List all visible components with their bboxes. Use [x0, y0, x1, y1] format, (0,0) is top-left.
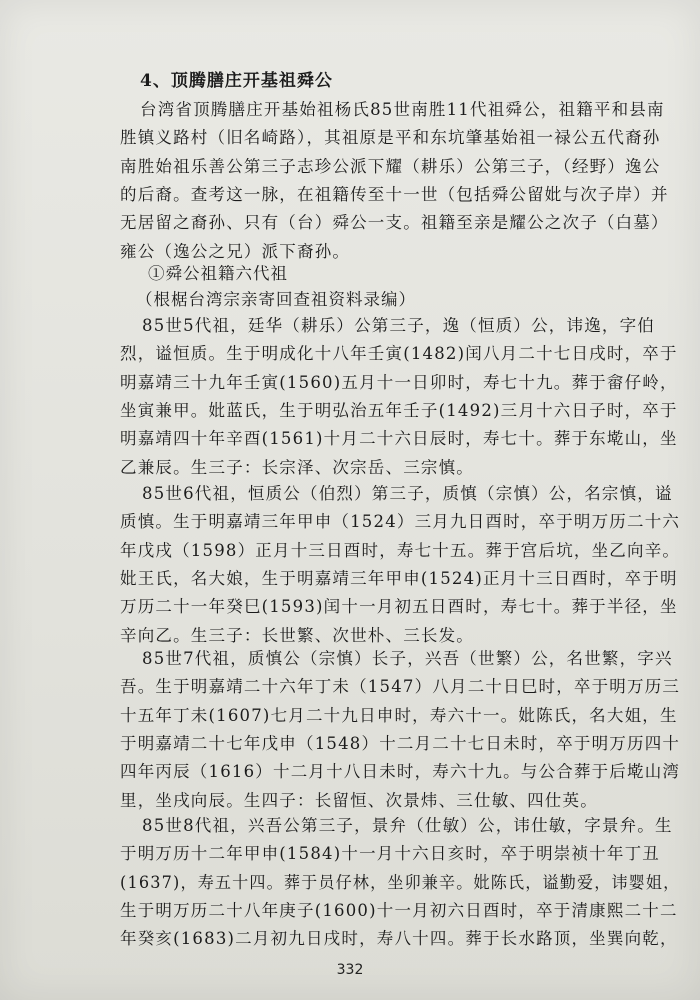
paragraph-line: 年戊戌（1598）正月十三日酉时，寿七十五。葬于宫后坑，坐乙向辛。 [120, 540, 681, 560]
paragraph-line: 于明嘉靖二十七年戊申（1548）十二月二十七日未时，卒于明万历四十 [120, 733, 681, 753]
paragraph-line: 乙兼辰。生三子：长宗泽、次宗岳、三宗慎。 [120, 457, 474, 477]
paragraph-line: 85世8代祖，兴吾公第三子，景弁（仕敏）公，讳仕敏，字景弁。生 [142, 816, 673, 835]
paragraph-line: 于明万历十二年甲申(1584)十一月十六日亥时，卒于明崇祯十年丁丑 [120, 844, 660, 864]
intro-line: 雍公（逸公之兄）派下裔孙。 [120, 241, 351, 261]
intro-line: 南胜始祖乐善公第三子志珍公派下耀（耕乐）公第三子，（经野）逸公 [120, 156, 661, 176]
paragraph-line: 里，坐戌向辰。生四子：长留恒、次景炜、三仕敏、四仕英。 [120, 790, 598, 810]
paragraph-line: 四年丙辰（1616）十二月十八日未时，寿六十九。与公合葬于后墘山湾 [120, 762, 681, 782]
paragraph-line: 85世6代祖，恒质公（伯烈）第三子，质慎（宗慎）公，名宗慎，谥 [142, 484, 673, 503]
intro-line: 无居留之裔孙、只有（台）舜公一支。祖籍至亲是耀公之次子（白墓） [120, 213, 669, 233]
paragraph-line: 生于明万历二十八年庚子(1600)十一月初六日酉时，卒于清康熙二十二 [120, 900, 678, 920]
paragraph-line: 质慎。生于明嘉靖三年甲申（1524）三月九日酉时，卒于明万历二十六 [120, 512, 681, 532]
page-number: 332 [336, 962, 364, 978]
paragraph-line: 吾。生于明嘉靖二十六年丁未（1547）八月二十日巳时，卒于明万历三 [120, 677, 681, 697]
paragraph-line: 年癸亥(1683)二月初九日戌时，寿八十四。葬于长水路顶，坐巽向乾， [120, 929, 678, 949]
subsection-title: ①舜公祖籍六代祖 [148, 264, 288, 283]
paragraph-line: 十五年丁未(1607)七月二十九日申时，寿六十一。妣陈氏，名大姐，生 [120, 705, 678, 725]
paragraph-line: 万历二十一年癸巳(1593)闰十一月初五日酉时，寿七十。葬于半径，坐 [120, 597, 678, 617]
paragraph-line: 烈，谥恒质。生于明成化十八年壬寅(1482)闰八月二十七日戌时，卒于 [120, 344, 678, 364]
paragraph-line: 妣王氏，名大娘，生于明嘉靖三年甲申(1524)正月十三日酉时，卒于明 [120, 568, 678, 588]
paragraph-line: 85世5代祖，廷华（耕乐）公第三子，逸（恒质）公，讳逸，字伯 [142, 316, 655, 335]
paragraph-line: (1637)，寿五十四。葬于员仔林，坐卯兼辛。妣陈氏，谥勤爱，讳婴姐， [120, 872, 681, 892]
paragraph-line: 明嘉靖四十年辛酉(1561)十月二十六日辰时，寿七十。葬于东墘山，坐 [120, 429, 678, 449]
intro-line: 的后裔。查考这一脉，在祖籍传至十一世（包括舜公留妣与次子岸）并 [120, 184, 669, 204]
subsection-note: （根椐台湾宗亲寄回查祖资料录编） [136, 290, 416, 309]
paragraph-line: 85世7代祖，质慎公（宗慎）长子，兴吾（世繁）公，名世繁，字兴 [142, 649, 673, 668]
paragraph-line: 坐寅兼甲。妣蓝氏，生于明弘治五年壬子(1492)三月十六日子时，卒于 [120, 400, 678, 420]
paragraph-line: 辛向乙。生三子：长世繁、次世朴、三长发。 [120, 625, 474, 645]
intro-line: 台湾省顶腾膳庄开基始祖杨氏85世南胜11代祖舜公，祖籍平和县南 [140, 100, 665, 119]
section-title: 4、顶腾膳庄开基祖舜公 [140, 71, 333, 91]
paragraph-line: 明嘉靖三十九年壬寅(1560)五月十一日卯时，寿七十九。葬于畲仔岭， [120, 372, 678, 392]
intro-line: 胜镇义路村（旧名崎路），其祖原是平和东坑肇基始祖一禄公五代裔孙 [120, 128, 661, 148]
